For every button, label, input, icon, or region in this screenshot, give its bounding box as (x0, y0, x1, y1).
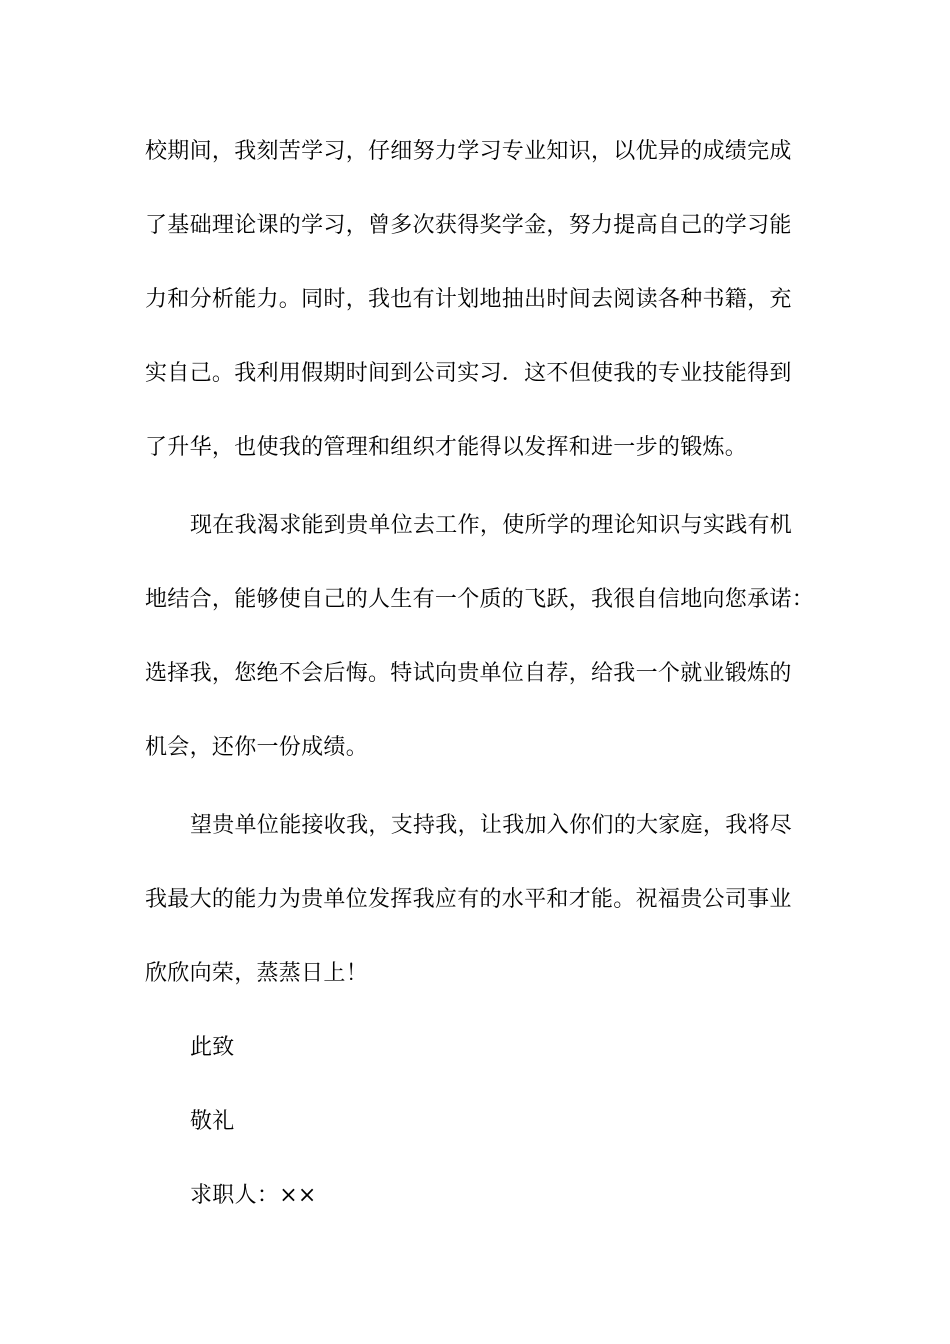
paragraph-3-line-3: 欣欣向荣，蒸蒸日上！ (145, 961, 369, 986)
body-line-4: 实自己。我利用假期时间到公司实习．这不但使我的专业技能得到 (145, 361, 792, 386)
body-line-2: 了基础理论课的学习，曾多次获得奖学金，努力提高自己的学习能 (145, 213, 792, 238)
body-line-3: 力和分析能力。同时，我也有计划地抽出时间去阅读各种书籍，充 (145, 287, 792, 312)
paragraph-2-line-4: 机会，还你一份成绩。 (145, 735, 369, 760)
paragraph-2-line-1: 现在我渴求能到贵单位去工作，使所学的理论知识与实践有机 (190, 513, 793, 538)
body-line-1: 校期间，我刻苦学习，仔细努力学习专业知识，以优异的成绩完成 (145, 139, 792, 164)
closing-regards: 敬礼 (190, 1109, 235, 1134)
signature-line: 求职人：×× (190, 1183, 317, 1208)
paragraph-2-line-2: 地结合，能够使自己的人生有一个质的飞跃，我很自信地向您承诺： (145, 587, 815, 612)
body-line-5: 了升华，也使我的管理和组织才能得以发挥和进一步的锻炼。 (145, 435, 748, 460)
paragraph-3-line-1: 望贵单位能接收我，支持我，让我加入你们的大家庭，我将尽 (190, 813, 793, 838)
paragraph-3-line-2: 我最大的能力为贵单位发挥我应有的水平和才能。祝福贵公司事业 (145, 887, 792, 912)
paragraph-2-line-3: 选择我，您绝不会后悔。特试向贵单位自荐，给我一个就业锻炼的 (145, 661, 792, 686)
closing-salutation: 此致 (190, 1035, 235, 1060)
